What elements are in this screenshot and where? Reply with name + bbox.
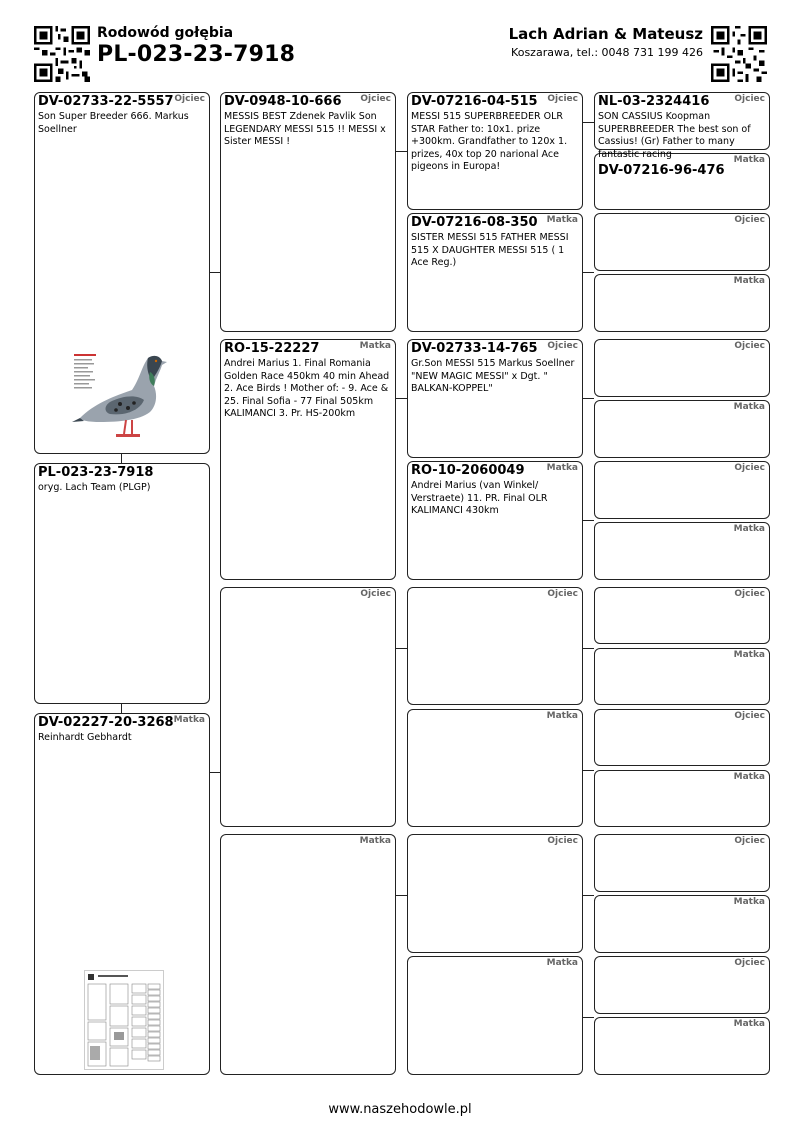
pedigree-card-subject [34,463,210,704]
pedigree-card-g4 [594,339,770,397]
sex-label: Ojciec [734,341,765,351]
sex-label: Ojciec [734,589,765,599]
sex-label: Matka [546,463,578,473]
ring-number: DV-07216-08-350 [411,215,538,230]
ring-number: DV-02733-22-5557 [38,94,174,109]
sex-label: Ojciec [547,836,578,846]
sex-label: Matka [733,650,765,660]
sex-label: Matka [733,524,765,534]
sex-label: Ojciec [734,215,765,225]
pedigree-card-g3 [407,339,583,458]
connector-line [583,895,594,896]
pedigree-card-g4 [594,274,770,332]
sex-label: Ojciec [734,711,765,721]
connector-line [583,1017,594,1018]
ring-number: NL-03-2324416 [598,94,710,109]
sex-label: Ojciec [547,589,578,599]
pedigree-card-g3 [407,834,583,953]
owner-name: Lach Adrian & Mateusz [508,25,703,43]
document-subtitle: Rodowód gołębia [97,25,234,41]
sex-label: Matka [173,715,205,725]
pigeon-description: SON CASSIUS Koopman SUPERBREEDER The best son of Cassius! (Gr) Father to many fantastic racing [598,111,751,160]
footer-url: www.naszehodowle.pl [328,1102,472,1117]
pedigree-card-granddam-maternal [220,834,396,1075]
ring-number: DV-02227-20-3268 [38,715,174,730]
ring-number: DV-0948-10-666 [224,94,342,109]
connector-line [396,648,407,649]
pigeon-description: Son Super Breeder 666. Markus Soellner [38,111,189,135]
connector-line [583,272,594,273]
connector-line [396,151,407,152]
pedigree-card-g3 [407,956,583,1075]
pedigree-card-g4 [594,400,770,458]
sex-label: Matka [546,958,578,968]
connector-line [396,895,407,896]
sex-label: Matka [733,276,765,286]
pigeon-description: MESSI 515 SUPERBREEDER OLR STAR Father to: 10x1. prize +300km. Grandfather to 120x 1. prizes, 40x top 20 narional Ace pigeons in Europa! [411,111,568,172]
sex-label: Ojciec [174,94,205,104]
sex-label: Ojciec [360,589,391,599]
pedigree-card-grandsire-maternal [220,587,396,827]
qr-code-icon [34,26,90,82]
sex-label: Ojciec [547,341,578,351]
pedigree-card-g4 [594,153,770,210]
sex-label: Ojciec [734,836,765,846]
sex-label: Ojciec [734,463,765,473]
connector-line [583,398,594,399]
pedigree-card-g4 [594,213,770,271]
connector-line [583,648,594,649]
pigeon-description: SISTER MESSI 515 FATHER MESSI 515 X DAUGHTER MESSI 515 ( 1 Ace Reg.) [411,232,569,268]
ring-number: RO-10-2060049 [411,463,525,478]
pigeon-description: Andrei Marius 1. Final Romania Golden Race 450km 40 min Ahead 2. Ace Birds ! Mother of: - 9. Ace & 25. Final Sofia - 77 Final 505km KALIMANCI 3. Pr. HS-200km [224,358,390,419]
sex-label: Ojciec [734,94,765,104]
qr-code-icon [711,26,767,82]
sex-label: Matka [733,402,765,412]
pedigree-thumbnail [84,970,164,1070]
sex-label: Ojciec [547,94,578,104]
pigeon-description: Andrei Marius (van Winkel/ Verstraete) 11. PR. Final OLR KALIMANCI 430km [411,480,548,516]
document-title-ring: PL-023-23-7918 [97,42,296,67]
pedigree-card-g4 [594,956,770,1014]
pigeon-description: Reinhardt Gebhardt [38,732,132,743]
sex-label: Ojciec [734,958,765,968]
pedigree-card-g3 [407,213,583,332]
pedigree-card-g4 [594,587,770,644]
sex-label: Matka [733,155,765,165]
pigeon-photo [70,348,180,448]
sex-label: Matka [733,772,765,782]
pedigree-card-g4 [594,522,770,580]
connector-line [583,122,594,123]
pigeon-description: oryg. Lach Team (PLGP) [38,482,151,493]
pedigree-card-g4 [594,461,770,519]
pedigree-card-g3 [407,461,583,580]
ring-number: DV-07216-96-476 [598,163,725,178]
sex-label: Matka [546,215,578,225]
sex-label: Matka [546,711,578,721]
pigeon-description: MESSIS BEST Zdenek Pavlik Son LEGENDARY MESSI 515 !! MESSI x Sister MESSI ! [224,111,386,147]
sex-label: Matka [359,836,391,846]
pedigree-card-g4 [594,770,770,827]
pedigree-card-g3 [407,709,583,827]
ring-number: RO-15-22227 [224,341,320,356]
connector-line [583,520,594,521]
connector-line [396,398,407,399]
sex-label: Matka [733,897,765,907]
pedigree-card-granddam-paternal [220,339,396,580]
ring-number: DV-07216-04-515 [411,94,538,109]
pedigree-card-g3 [407,92,583,210]
pedigree-card-g3 [407,587,583,705]
pedigree-card-grandsire-paternal [220,92,396,332]
pigeon-description: Gr.Son MESSI 515 Markus Soellner "NEW MAGIC MESSI" x Dgt. " BALKAN-KOPPEL" [411,358,575,394]
pedigree-card-g4 [594,1017,770,1075]
ring-number: PL-023-23-7918 [38,465,154,480]
pedigree-card-g4 [594,648,770,705]
sex-label: Matka [733,1019,765,1029]
connector-line [583,770,594,771]
owner-contact: Koszarawa, tel.: 0048 731 199 426 [511,46,703,59]
ring-number: DV-02733-14-765 [411,341,538,356]
pedigree-card-g4 [594,895,770,953]
sex-label: Ojciec [360,94,391,104]
pedigree-card-g4 [594,709,770,766]
pedigree-card-g4 [594,834,770,892]
sex-label: Matka [359,341,391,351]
